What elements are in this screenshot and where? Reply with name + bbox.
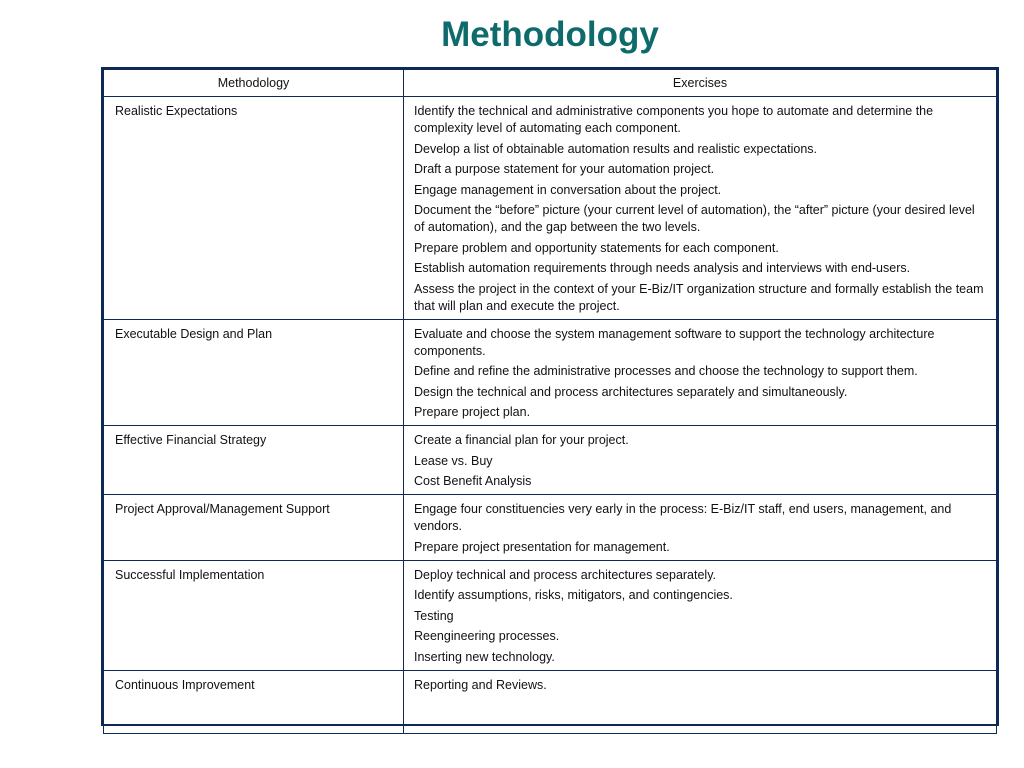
exercise-item: Reporting and Reviews.	[414, 677, 547, 692]
table-row	[104, 495, 997, 561]
exercise-item: Define and refine the administrative processes and choose the technology to support them.	[414, 364, 918, 378]
exercise-item: Reengineering processes.	[414, 629, 560, 643]
exercise-item: Draft a purpose statement for your automation project.	[414, 162, 715, 176]
methodology-cell: Realistic Expectations	[104, 97, 404, 320]
exercises-cell	[404, 670, 997, 733]
exercise-item: Lease vs. Buy	[414, 453, 493, 468]
exercises-cell	[404, 97, 997, 320]
exercises-cell	[404, 319, 997, 426]
table-row	[104, 319, 997, 426]
exercise-item: Deploy technical and process architectures separately.	[414, 567, 717, 582]
exercise-item: Engage management in conversation about the project.	[414, 182, 722, 197]
methodology-cell: Project Approval/Management Support	[104, 495, 404, 561]
table-row	[104, 560, 997, 670]
exercise-item: Testing	[414, 608, 454, 623]
exercise-item: Evaluate and choose the system management software to support the technology architecture components.	[414, 326, 935, 358]
exercise-item: Identify the technical and administrative components you hope to automate and determine the complexity level of automating each component.	[414, 104, 934, 135]
exercise-item: Cost Benefit Analysis	[414, 474, 532, 488]
exercise-item: Develop a list of obtainable automation results and realistic expectations.	[414, 141, 818, 156]
exercise-item: Document the “before” picture (your current level of automation), the “after” picture (your desired level of automation), and the gap between the two levels.	[414, 203, 975, 234]
exercise-item: Inserting new technology.	[414, 649, 555, 664]
exercise-item: Prepare project presentation for management.	[414, 539, 670, 554]
exercise-item: Assess the project in the context of your E-Biz/IT organization structure and formally establish the team that will plan and execute the project.	[414, 281, 984, 313]
table-row	[104, 426, 997, 495]
exercise-item: Identify assumptions, risks, mitigators, and contingencies.	[414, 588, 733, 602]
table-row	[104, 670, 997, 733]
exercise-item: Engage four constituencies very early in the process: E-Biz/IT staff, end users, management, and vendors.	[414, 502, 952, 533]
exercise-item: Establish automation requirements through needs analysis and interviews with end-users.	[414, 261, 911, 275]
header-exercises: Exercises	[404, 70, 997, 97]
header-methodology: Methodology	[104, 70, 404, 97]
methodology-cell: Continuous Improvement	[104, 670, 404, 733]
exercises-cell	[404, 560, 997, 670]
methodology-table	[101, 67, 999, 726]
slide-title: Methodology	[441, 15, 659, 54]
methodology-cell: Executable Design and Plan	[104, 319, 404, 426]
table-header-row	[104, 70, 997, 97]
exercise-item: Design the technical and process architectures separately and simultaneously.	[414, 384, 848, 399]
exercise-item: Prepare project plan.	[414, 405, 531, 419]
exercises-cell	[404, 426, 997, 495]
exercises-cell	[404, 495, 997, 561]
table-row	[104, 97, 997, 320]
exercise-item: Create a financial plan for your project.	[414, 433, 629, 447]
methodology-cell: Effective Financial Strategy	[104, 426, 404, 495]
methodology-cell: Successful Implementation	[104, 560, 404, 670]
exercise-item: Prepare problem and opportunity statements for each component.	[414, 240, 779, 255]
